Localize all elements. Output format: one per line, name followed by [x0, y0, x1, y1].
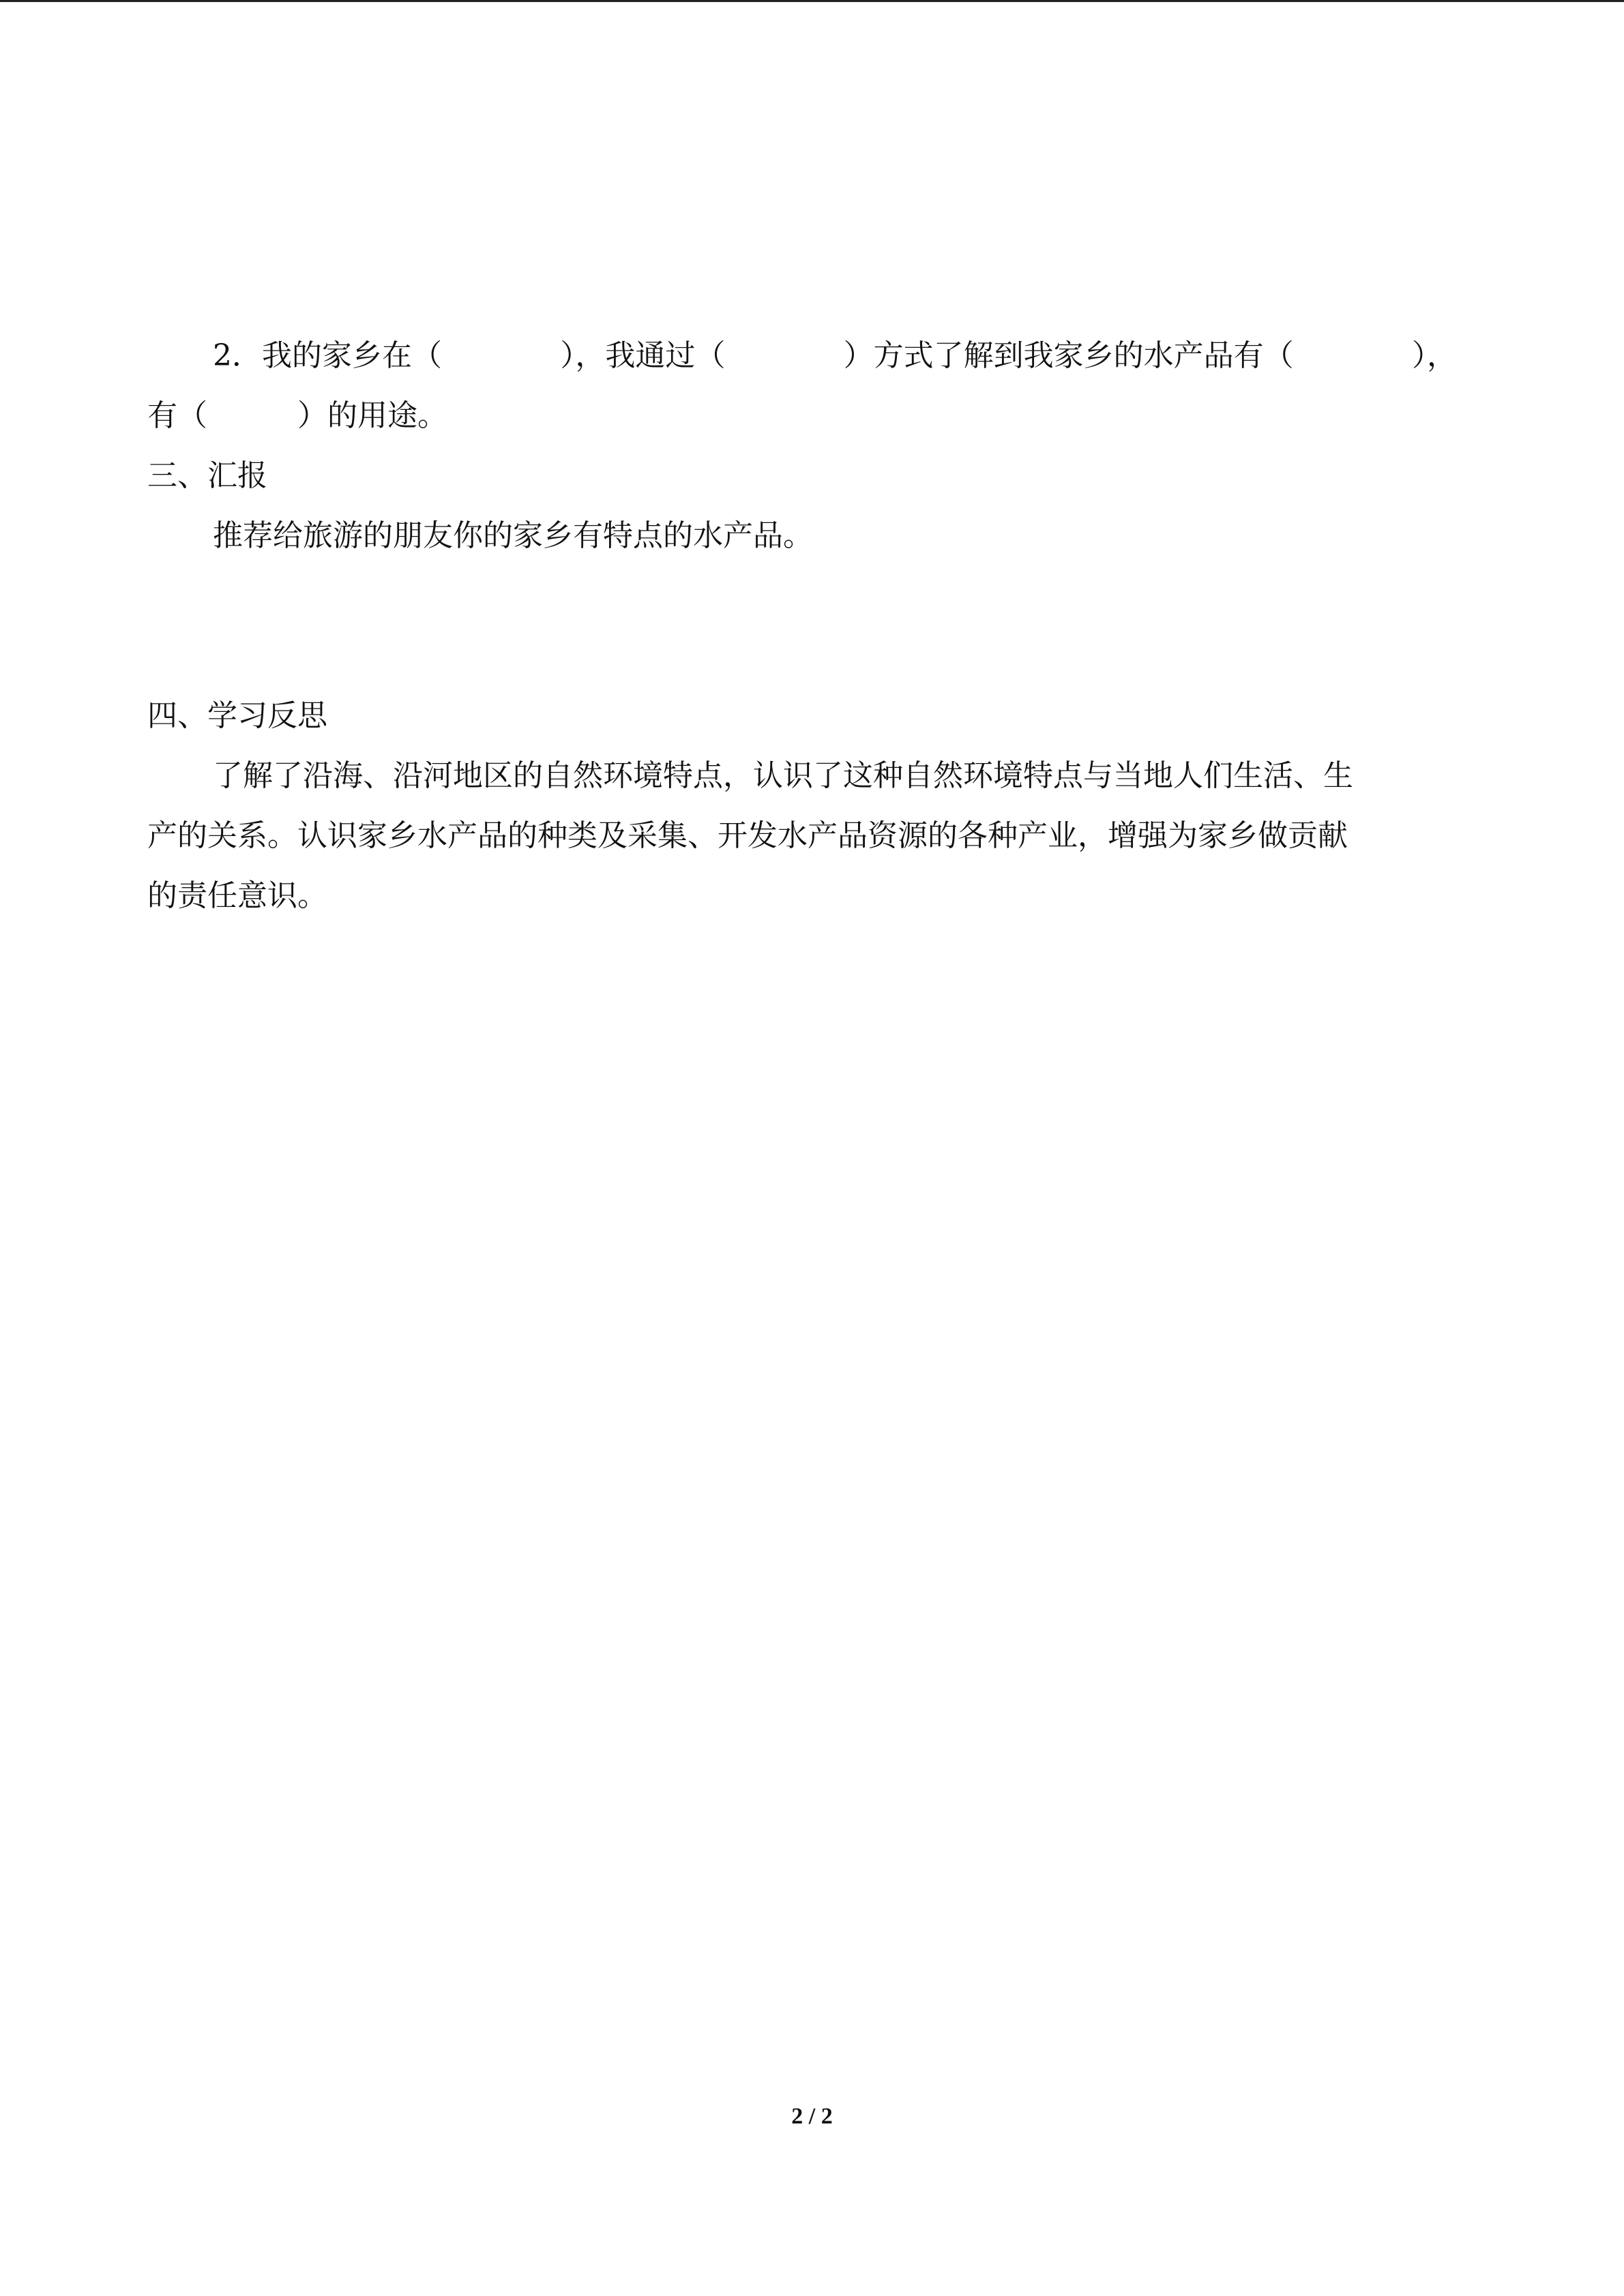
question-2-part-2: ），我通过（: [560, 338, 726, 373]
document-page: [147, 0, 1457, 2296]
question-2-part-3: ）方式了解到我家乡的水产品有（: [843, 338, 1294, 373]
section-4-paragraph-line-1: 了解了沿海、沿河地区的自然环境特点，认识了这种自然环境特点与当地人们生活、生: [213, 758, 1353, 793]
question-2-part-1: 2．我的家乡在（: [213, 338, 442, 373]
question-2-part-4: ），: [1411, 338, 1457, 373]
section-4-paragraph-line-3: 的责任意识。: [147, 878, 327, 913]
section-4-heading: 四、学习反思: [147, 698, 327, 733]
page-number: 2 / 2: [791, 2104, 833, 2129]
section-4-paragraph-line-2: 产的关系。认识家乡水产品的种类及采集、开发水产品资源的各种产业，增强为家乡做贡献: [147, 818, 1348, 853]
question-2-line-1: [213, 336, 1457, 376]
section-3-heading: 三、汇报: [147, 458, 267, 493]
section-3-text: 推荐给旅游的朋友你的家乡有特点的水产品。: [213, 518, 813, 553]
question-2-line-2: 有（ ）的用途。: [147, 398, 447, 433]
